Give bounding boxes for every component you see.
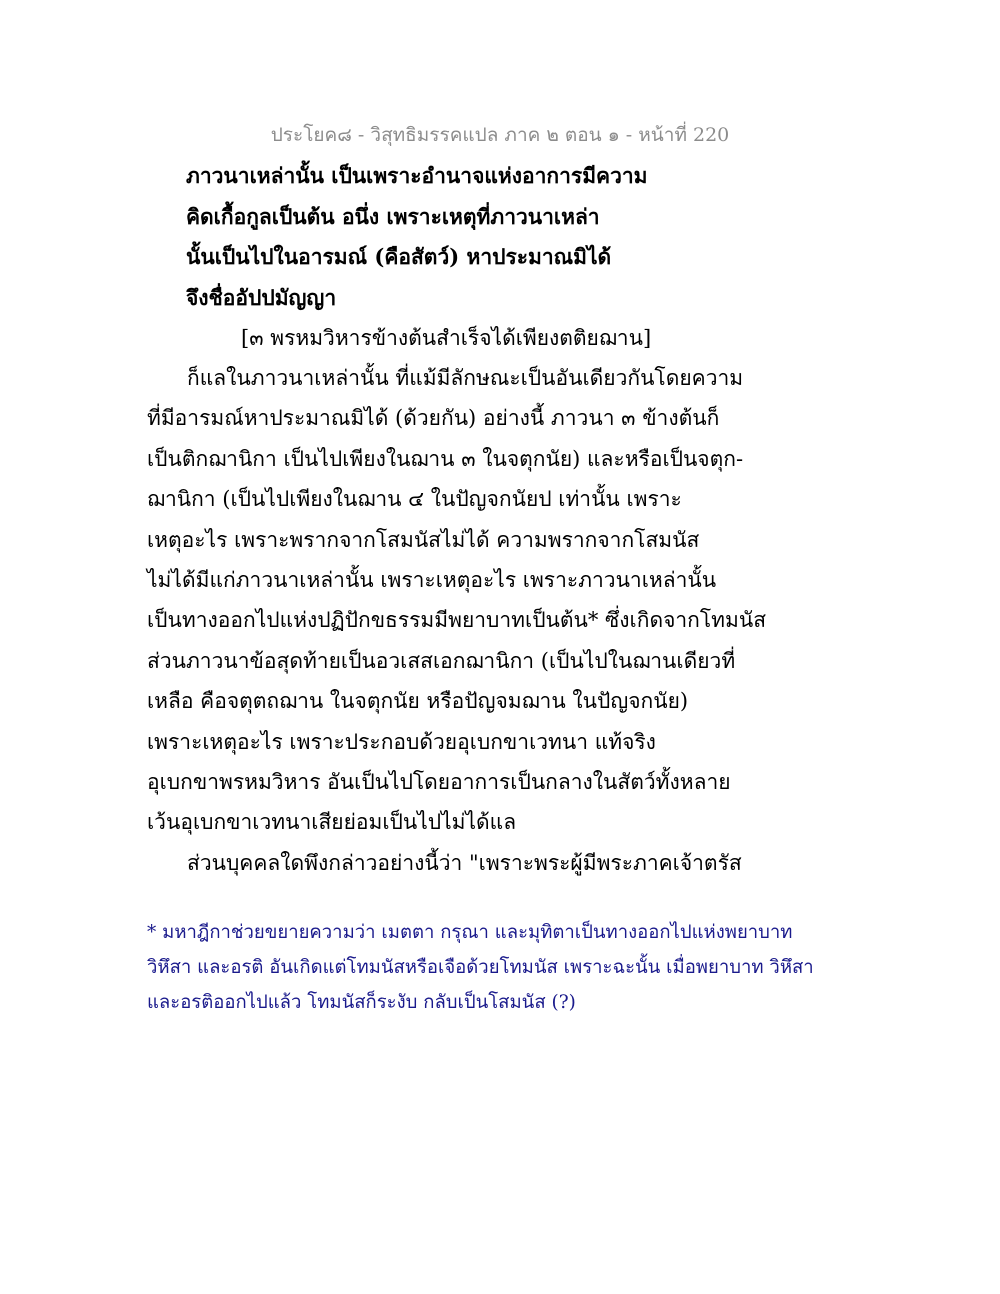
text-line: ก็แลในภาวนาเหล่านั้น ที่แม้มีลักษณะเป็นอันเดียวกันโดยความ — [187, 366, 744, 390]
text-line: นั้นเป็นไปในอารมณ์ (คือสัตว์) หาประมาณมิได้ — [186, 244, 612, 269]
text-line: เป็นติกฌานิกา เป็นไปเพียงในฌาน ๓ ในจตุกนัย) และหรือเป็นจตุก- — [147, 446, 744, 471]
text-line: ฌานิกา (เป็นไปเพียงในฌาน ๔ ในปัญจกนัยป เท่านั้น เพราะ — [147, 487, 682, 512]
text-line: เพราะเหตุอะไร เพราะประกอบด้วยอุเบกขาเวทนา แท้จริง — [147, 729, 656, 754]
bold-paragraph — [186, 156, 886, 318]
footnote-line: * มหาฎีกาช่วยขยายความว่า เมตตา กรุณา และมุทิตาเป็นทางออกไปแห่งพยาบาท — [147, 922, 793, 943]
footnote-line: วิหึสา และอรติ อันเกิดแต่โทมนัสหรือเจือด้วยโทมนัส เพราะฉะนั้น เมื่อพยาบาท วิหึสา — [147, 957, 814, 978]
text-line: จึงชื่ออัปปมัญญา — [186, 284, 337, 310]
text-line: ภาวนาเหล่านั้น เป็นเพราะอำนาจแห่งอาการมีความ — [186, 163, 648, 188]
text-line: ส่วนบุคคลใดพึงกล่าวอย่างนี้ว่า "เพราะพระผู้มีพระภาคเจ้าตรัส — [187, 850, 742, 875]
text-line: เหลือ คือจตุตถฌาน ในจตุกนัย หรือปัญจมฌาน ในปัญจกนัย) — [147, 689, 689, 714]
text-line: เว้นอุเบกขาเวทนาเสียย่อมเป็นไปไม่ได้แล — [147, 810, 517, 835]
footnote-line: และอรติออกไปแล้ว โทมนัสก็ระงับ กลับเป็นโสมนัส (?) — [147, 992, 576, 1013]
text-line: เป็นทางออกไปแห่งปฏิปักขธรรมมีพยาบาทเป็นต้น* ซึ่งเกิดจากโทมนัส — [147, 608, 767, 633]
text-line: คิดเกื้อกูลเป็นต้น อนึ่ง เพราะเหตุที่ภาวนาเหล่า — [186, 203, 600, 229]
body-paragraph — [147, 358, 867, 883]
section-subheading: [๓ พรหมวิหารข้างต้นสำเร็จได้เพียงตติยฌาน] — [241, 326, 652, 350]
text-line: ส่วนภาวนาข้อสุดท้ายเป็นอวเสสเอกฌานิกา (เป็นไปในฌานเดียวที่ — [147, 648, 736, 673]
page-header: ประโยค๘ - วิสุทธิมรรคแปล ภาค ๒ ตอน ๑ - หน้าที่ 220 — [270, 124, 730, 146]
footnote — [147, 915, 867, 1020]
text-line: ไม่ได้มีแก่ภาวนาเหล่านั้น เพราะเหตุอะไร เพราะภาวนาเหล่านั้น — [147, 568, 717, 593]
text-line: ที่มีอารมณ์หาประมาณมิได้ (ด้วยกัน) อย่างนี้ ภาวนา ๓ ข้างต้นก็ — [147, 406, 720, 431]
text-line: เหตุอะไร เพราะพรากจากโสมนัสไม่ได้ ความพรากจากโสมนัส — [147, 527, 700, 552]
text-line: อุเบกขาพรหมวิหาร อันเป็นไปโดยอาการเป็นกลางในสัตว์ทั้งหลาย — [147, 770, 731, 795]
